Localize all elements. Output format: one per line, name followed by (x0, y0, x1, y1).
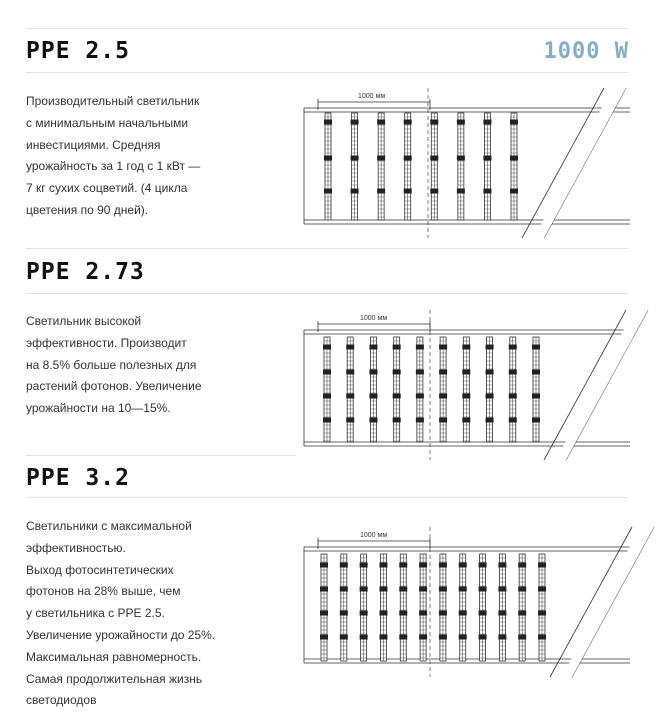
led-clip (439, 394, 447, 399)
led-clip (379, 563, 387, 568)
led-clip (538, 563, 546, 568)
led-bar (360, 554, 368, 661)
led-clip (399, 635, 407, 640)
divider (26, 248, 628, 249)
divider (26, 28, 628, 29)
led-clip (462, 394, 470, 399)
led-clip (510, 120, 518, 125)
led-clip (509, 394, 517, 399)
led-clip (457, 120, 465, 125)
led-clip (538, 611, 546, 616)
led-clip (340, 635, 348, 640)
led-clip (486, 345, 494, 350)
led-bar (518, 554, 526, 661)
led-clip (532, 370, 540, 375)
led-clip (404, 189, 412, 194)
led-bar (393, 337, 401, 442)
led-bar (340, 554, 348, 661)
led-bar (377, 113, 385, 220)
section-title-ppe-2-73: PPE 2.73 (26, 259, 145, 285)
led-clip (369, 394, 377, 399)
led-bar (439, 337, 447, 442)
led-clip (377, 120, 385, 125)
led-clip (419, 635, 427, 640)
led-bar (379, 554, 387, 661)
led-clip (323, 394, 331, 399)
led-clip (498, 611, 506, 616)
led-clip (399, 587, 407, 592)
break-line (522, 88, 604, 238)
led-clip (393, 345, 401, 350)
led-clip (369, 418, 377, 423)
led-clip (538, 587, 546, 592)
led-bar (399, 554, 407, 661)
dimension-label: 1000 мм (360, 532, 388, 539)
led-bar (419, 554, 427, 661)
section-title-ppe-3-2: PPE 3.2 (26, 465, 130, 491)
led-bar (486, 337, 494, 442)
led-clip (340, 563, 348, 568)
led-clip (399, 611, 407, 616)
led-clip (324, 189, 332, 194)
led-clip (486, 370, 494, 375)
led-clip (483, 189, 491, 194)
led-bar (479, 554, 487, 661)
led-bar (532, 337, 540, 442)
led-clip (377, 156, 385, 161)
led-clip (498, 563, 506, 568)
led-clip (486, 418, 494, 423)
led-bar (439, 554, 447, 661)
led-clip (351, 189, 359, 194)
led-bar (509, 337, 517, 442)
led-clip (486, 394, 494, 399)
break-mask (534, 88, 626, 238)
break-mask (556, 310, 648, 460)
led-clip (324, 120, 332, 125)
led-clip (479, 563, 487, 568)
led-clip (416, 394, 424, 399)
power-label: 1000 W (543, 39, 629, 64)
led-bar (459, 554, 467, 661)
led-clip (439, 563, 447, 568)
led-clip (518, 587, 526, 592)
led-clip (518, 563, 526, 568)
led-clip (483, 120, 491, 125)
led-clip (518, 635, 526, 640)
led-clip (498, 587, 506, 592)
divider (26, 497, 628, 498)
led-clip (479, 587, 487, 592)
led-bar (346, 337, 354, 442)
led-clip (360, 587, 368, 592)
led-clip (360, 563, 368, 568)
break-mask (562, 527, 654, 677)
led-clip (379, 635, 387, 640)
led-bar (416, 337, 424, 442)
led-clip (351, 120, 359, 125)
led-clip (430, 156, 438, 161)
led-clip (360, 611, 368, 616)
luminaire-diagram (300, 527, 630, 677)
led-clip (419, 587, 427, 592)
led-clip (509, 345, 517, 350)
led-clip (483, 156, 491, 161)
led-clip (462, 418, 470, 423)
led-clip (379, 587, 387, 592)
led-clip (439, 635, 447, 640)
led-clip (439, 370, 447, 375)
led-clip (323, 370, 331, 375)
led-clip (346, 370, 354, 375)
led-bar (369, 337, 377, 442)
led-clip (538, 635, 546, 640)
led-clip (320, 635, 328, 640)
led-bar (324, 113, 332, 220)
divider (26, 293, 628, 294)
led-clip (346, 345, 354, 350)
led-clip (404, 156, 412, 161)
led-clip (369, 370, 377, 375)
led-clip (393, 418, 401, 423)
led-clip (351, 156, 359, 161)
led-clip (369, 345, 377, 350)
led-clip (479, 635, 487, 640)
led-clip (462, 370, 470, 375)
led-clip (509, 370, 517, 375)
led-clip (323, 345, 331, 350)
led-clip (320, 587, 328, 592)
led-clip (393, 370, 401, 375)
luminaire-diagram (300, 88, 630, 238)
led-bar (538, 554, 546, 661)
led-clip (416, 418, 424, 423)
led-clip (360, 635, 368, 640)
break-line (544, 310, 626, 460)
led-clip (430, 120, 438, 125)
section-description: Светильник высокой эффективности. Производит на 8.5% больше полезных для растений фотонов. Увеличение урожайности на 10—15%. (26, 314, 202, 416)
led-clip (509, 418, 517, 423)
led-bar (351, 113, 359, 220)
led-clip (416, 370, 424, 375)
section-description: Светильники с максимальной эффективностью. Выход фотосинтетических фотонов на 28% выше, чем у светильника с PPE 2.5. Увеличение урожайности до 25%. Максимальная равномерность. Самая продолжительная жизнь светодиодов (26, 519, 216, 708)
led-clip (377, 189, 385, 194)
led-bar (430, 113, 438, 220)
divider (26, 72, 628, 73)
dimension-label: 1000 мм (360, 315, 388, 322)
led-clip (439, 587, 447, 592)
section-title-ppe-2-5: PPE 2.5 (26, 38, 130, 64)
section-description: Производительный светильник с минимальным начальными инвестициями. Средняя урожайность за 1 год с 1 кВт — 7 кг сухих соцветий. (4 цикла цветения по 90 дней). (26, 94, 201, 217)
led-clip (404, 120, 412, 125)
break-line (550, 527, 632, 677)
led-clip (320, 611, 328, 616)
led-clip (498, 635, 506, 640)
led-clip (439, 345, 447, 350)
luminaire-diagram (300, 310, 630, 460)
led-clip (379, 611, 387, 616)
led-clip (419, 563, 427, 568)
led-bar (404, 113, 412, 220)
led-clip (459, 635, 467, 640)
led-clip (518, 611, 526, 616)
led-clip (416, 345, 424, 350)
dimension-label: 1000 мм (358, 93, 386, 100)
led-clip (393, 394, 401, 399)
led-clip (479, 611, 487, 616)
led-clip (323, 418, 331, 423)
led-clip (320, 563, 328, 568)
led-clip (324, 156, 332, 161)
led-clip (462, 345, 470, 350)
led-bar (498, 554, 506, 661)
led-clip (419, 611, 427, 616)
led-bar (320, 554, 328, 661)
led-bar (323, 337, 331, 442)
led-bar (462, 337, 470, 442)
led-bar (510, 113, 518, 220)
led-clip (532, 345, 540, 350)
led-clip (340, 611, 348, 616)
led-clip (532, 418, 540, 423)
led-clip (399, 563, 407, 568)
led-clip (459, 611, 467, 616)
led-clip (439, 418, 447, 423)
led-clip (459, 563, 467, 568)
led-clip (346, 418, 354, 423)
led-clip (532, 394, 540, 399)
led-clip (457, 156, 465, 161)
led-clip (510, 156, 518, 161)
led-clip (340, 587, 348, 592)
led-clip (430, 189, 438, 194)
led-bar (457, 113, 465, 220)
divider (26, 455, 296, 456)
led-clip (510, 189, 518, 194)
led-clip (459, 587, 467, 592)
led-bar (483, 113, 491, 220)
led-clip (457, 189, 465, 194)
led-clip (346, 394, 354, 399)
led-clip (439, 611, 447, 616)
